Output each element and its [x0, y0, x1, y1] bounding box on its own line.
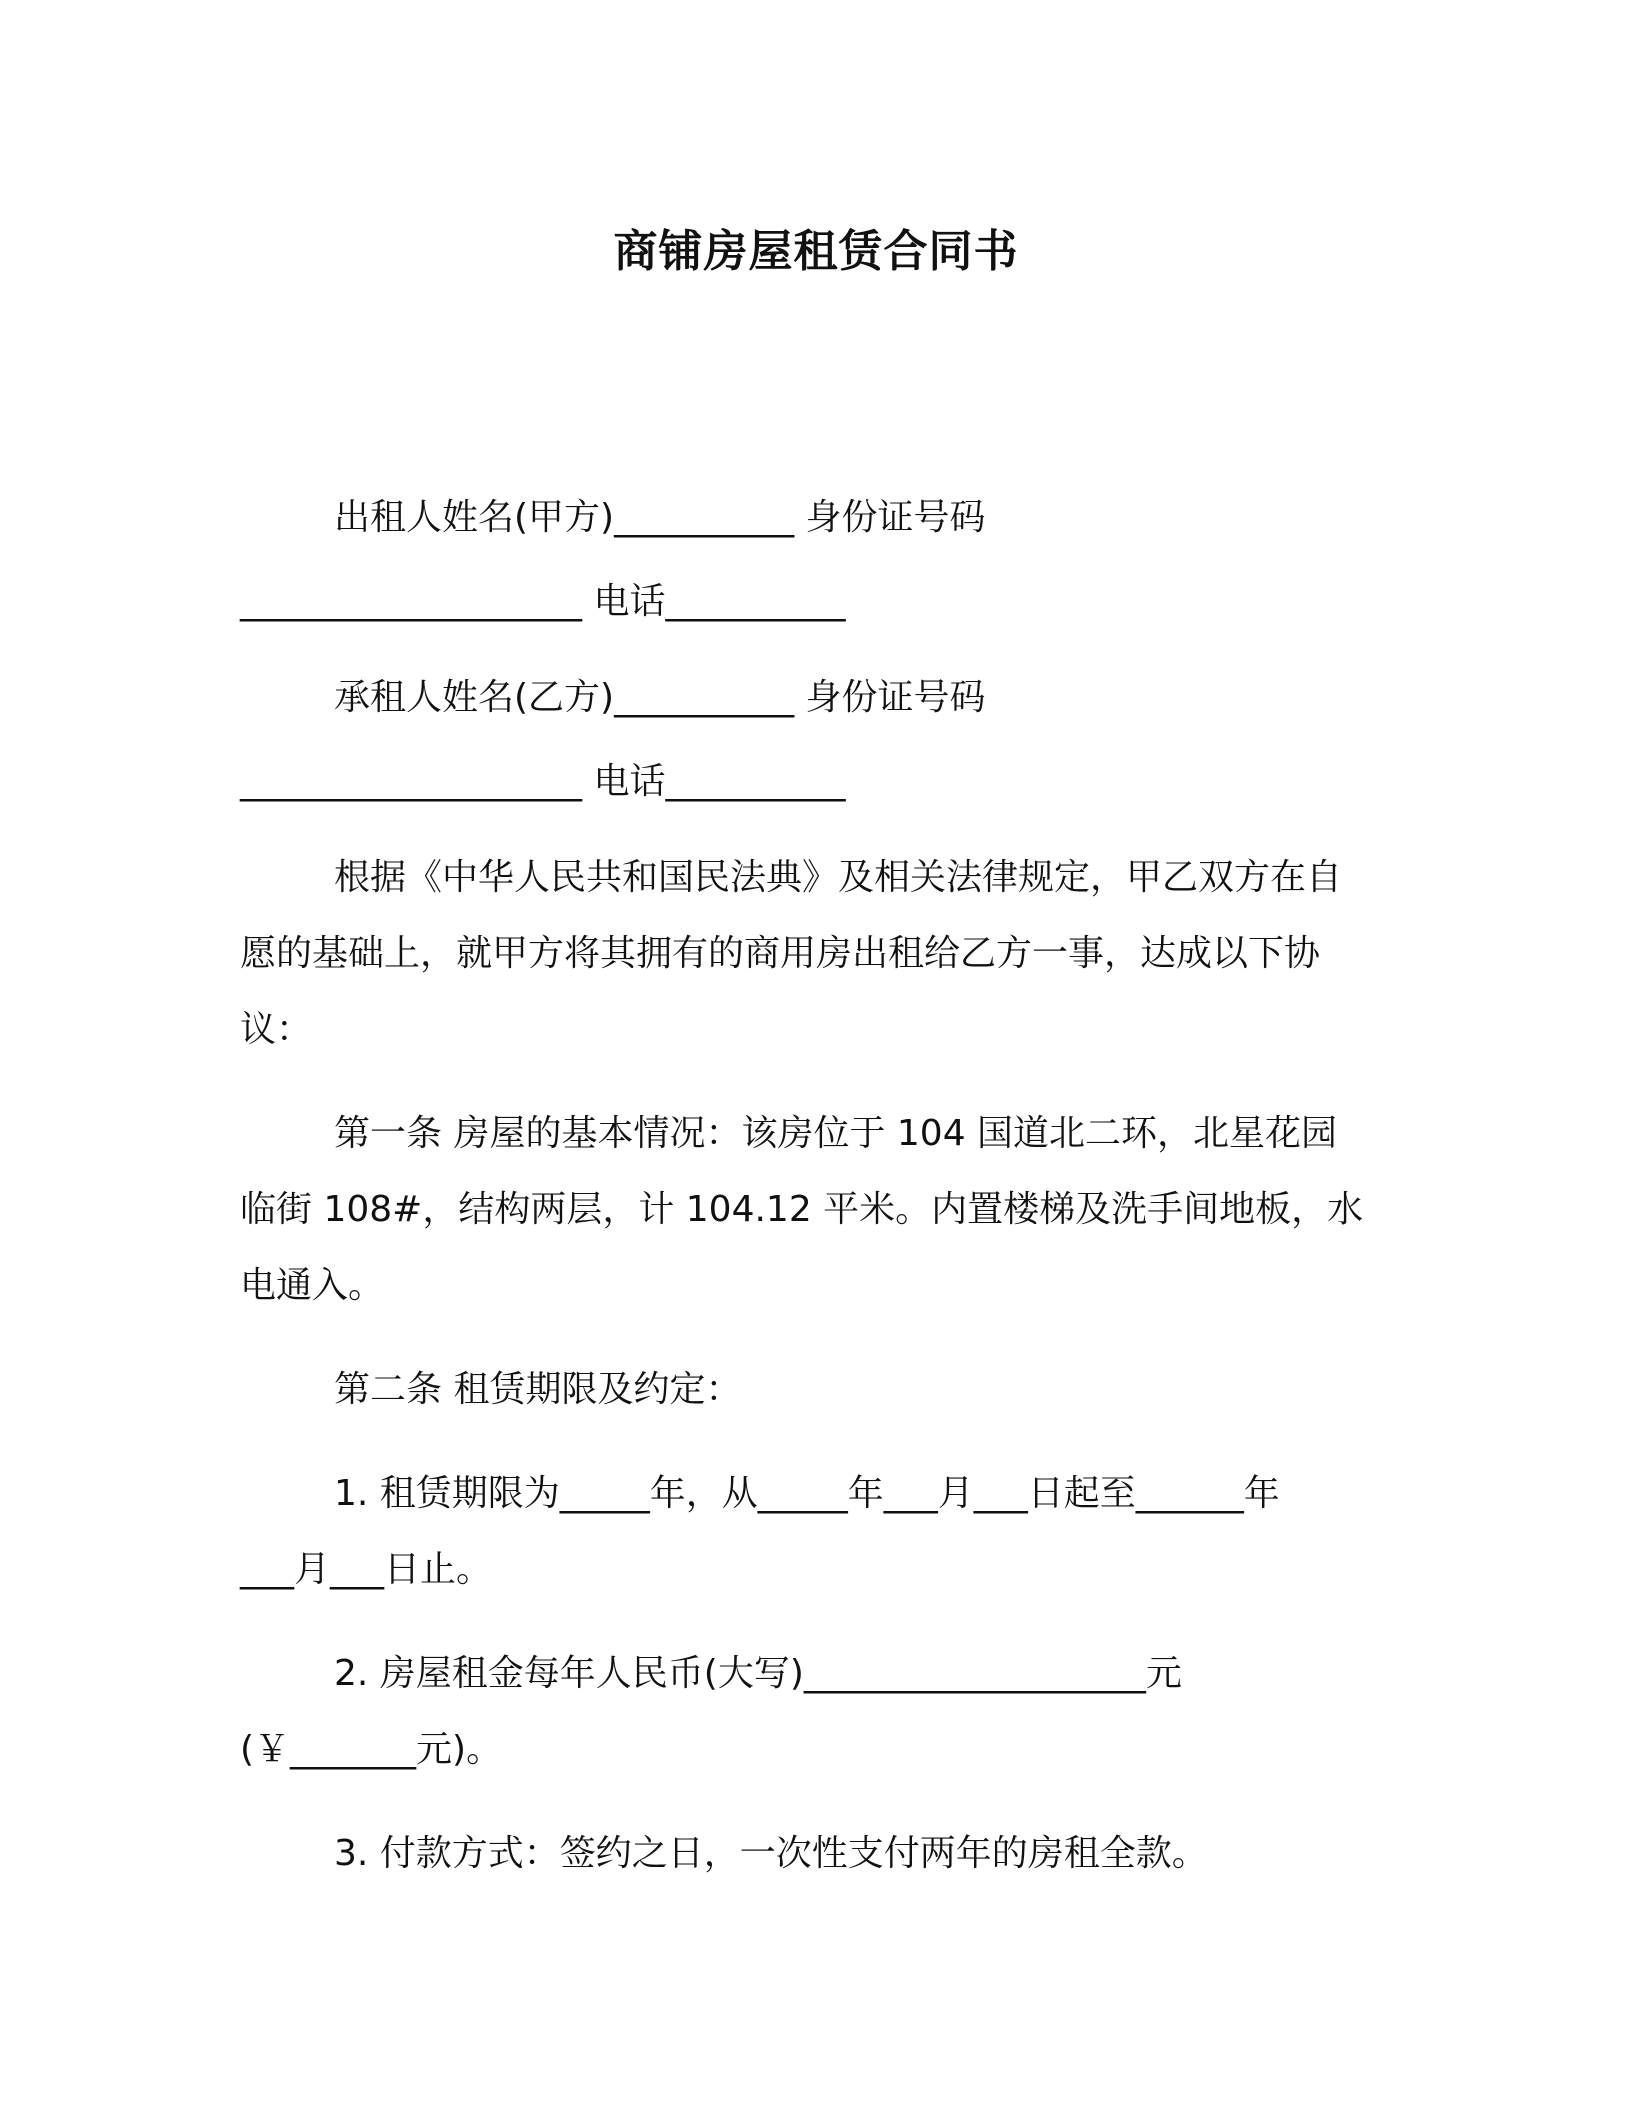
- article-one-line-2: 临街 108#，结构两层，计 104.12 平米。内置楼梯及洗手间地板，水: [240, 1189, 1364, 1230]
- preamble-line-3: 议：: [240, 1009, 313, 1050]
- term-clause-line-2: ___月___日止。: [240, 1549, 493, 1590]
- lessee-name-line: 承租人姓名(乙方)__________ 身份证号码: [334, 677, 986, 718]
- rent-clause-line-1: 2. 房屋租金每年人民币(大写)___________________元: [334, 1653, 1182, 1694]
- lessee-id-phone-line: ___________________ 电话__________: [240, 761, 846, 802]
- lessor-name-line: 出租人姓名(甲方)__________ 身份证号码: [334, 497, 986, 538]
- article-one-line-3: 电通入。: [240, 1265, 385, 1306]
- article-one-line-1: 第一条 房屋的基本情况：该房位于 104 国道北二环，北星花园: [334, 1113, 1338, 1154]
- document-title: 商铺房屋租赁合同书: [613, 226, 1019, 277]
- term-clause-line-1: 1. 租赁期限为_____年，从_____年___月___日起至______年: [334, 1473, 1280, 1514]
- preamble-line-1: 根据《中华人民共和国民法典》及相关法律规定，甲乙双方在自: [334, 857, 1343, 898]
- lessor-id-phone-line: ___________________ 电话__________: [240, 581, 846, 622]
- payment-clause-line: 3. 付款方式：签约之日，一次性支付两年的房租全款。: [334, 1833, 1208, 1874]
- rent-clause-line-2: (￥_______元)。: [240, 1729, 503, 1770]
- article-two-heading: 第二条 租赁期限及约定：: [334, 1369, 742, 1410]
- preamble-line-2: 愿的基础上，就甲方将其拥有的商用房出租给乙方一事，达成以下协: [240, 933, 1321, 974]
